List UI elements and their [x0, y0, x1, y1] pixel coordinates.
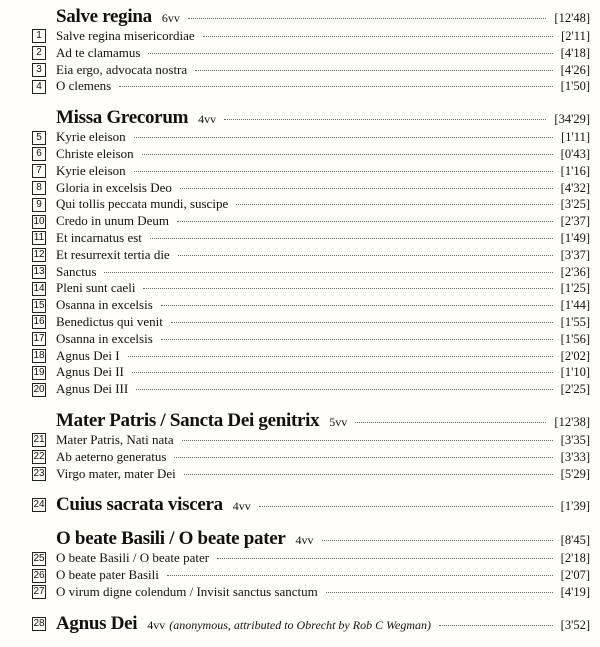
track-duration: [1'10] [560, 365, 590, 380]
track-row [32, 78, 590, 95]
track-title: Sanctus [56, 263, 97, 279]
dot-leader [136, 389, 552, 390]
track-number-box: 15 [33, 299, 45, 311]
track-title: Ab aeterno generatus [56, 448, 167, 464]
track-duration: [1'16] [560, 163, 590, 178]
dot-leader [161, 339, 553, 340]
dot-leader [167, 575, 553, 576]
work-duration: [34'29] [554, 112, 590, 127]
track-number-box: 26 [33, 569, 45, 581]
track-duration: [2'37] [560, 214, 590, 229]
track-title: Christe eleison [56, 145, 134, 161]
track-title: O virum digne colendum / Invisit sanctus sanctum [56, 583, 318, 599]
track-duration: [3'35] [560, 432, 590, 447]
track-title: Mater Patris, Nati nata [56, 431, 174, 447]
dot-leader [180, 188, 553, 189]
dot-leader [143, 288, 552, 289]
dot-leader [134, 171, 553, 172]
track-row [32, 280, 590, 297]
dot-leader [203, 36, 554, 37]
track-title: Benedictus qui venit [56, 313, 163, 329]
dot-leader [132, 372, 553, 373]
track-row [32, 45, 590, 62]
track-duration: [4'18] [560, 45, 590, 60]
track-row [32, 264, 590, 281]
work-section [32, 613, 590, 635]
track-row [32, 129, 590, 146]
track-title: Et resurrexit tertia die [56, 246, 170, 262]
track-number-box: 16 [33, 316, 45, 328]
work-heading [32, 494, 590, 516]
track-duration: [1'11] [561, 130, 590, 145]
track-number-box: 24 [33, 499, 45, 511]
track-row [32, 146, 590, 163]
track-row [32, 584, 590, 601]
track-title: Qui tollis peccata mundi, suscipe [56, 196, 229, 212]
track-number-box: 28 [33, 617, 45, 629]
track-title: Osanna in excelsis [56, 297, 153, 313]
work-title: Mater Patris / Sancta Dei genitrix [56, 409, 320, 431]
work-title: Missa Grecorum [56, 107, 189, 129]
dot-leader [104, 272, 552, 273]
track-row [32, 230, 590, 247]
voices-label: 4vv [232, 499, 251, 514]
track-title: Eia ergo, advocata nostra [56, 61, 188, 77]
track-title: Credo in unum Deum [56, 213, 170, 229]
work-section [32, 410, 590, 482]
dot-leader [217, 558, 553, 559]
work-section [32, 6, 590, 95]
dot-leader [355, 422, 546, 423]
track-title: Agnus Dei II [56, 364, 124, 380]
dot-leader [188, 18, 547, 19]
track-row [32, 297, 590, 314]
track-duration: [4'19] [560, 584, 590, 599]
voices-label: 4vv [295, 533, 314, 548]
dot-leader [178, 255, 553, 256]
track-title: O beate pater Basili [56, 567, 159, 583]
dot-leader [184, 474, 553, 475]
track-duration: [2'36] [560, 264, 590, 279]
track-row [32, 432, 590, 449]
track-duration: [4'32] [560, 180, 590, 195]
track-row [32, 331, 590, 348]
track-row [32, 449, 590, 466]
work-heading [32, 107, 590, 129]
track-row [32, 466, 590, 483]
dot-leader [236, 204, 552, 205]
track-row [32, 314, 590, 331]
track-title: Virgo mater, mater Dei [56, 465, 176, 481]
track-number-box: 27 [33, 586, 45, 598]
track-number-box: 11 [33, 232, 45, 244]
work-section [32, 528, 590, 600]
work-heading [32, 6, 590, 28]
track-row [32, 381, 590, 398]
track-duration: [2'11] [561, 29, 590, 43]
track-title: O clemens [56, 78, 112, 94]
track-row [32, 213, 590, 230]
work-title: O beate Basili / O beate pater [56, 528, 286, 550]
track-title: Pleni sunt caeli [56, 280, 136, 296]
track-title: Agnus Dei III [56, 381, 129, 397]
track-number-box: 23 [33, 467, 45, 479]
dot-leader [439, 625, 553, 626]
track-row [32, 196, 590, 213]
track-number-box: 12 [33, 249, 45, 261]
track-duration: [1'25] [560, 281, 590, 296]
track-duration: [1'56] [560, 331, 590, 346]
track-number-box: 8 [32, 181, 46, 195]
track-title: O beate Basili / O beate pater [56, 550, 210, 566]
dot-leader [224, 119, 546, 120]
track-number-box: 2 [32, 46, 46, 60]
track-title: Gloria in excelsis Deo [56, 179, 172, 195]
work-title: Cuius sacrata viscera [56, 494, 223, 516]
track-duration: [1'55] [560, 314, 590, 329]
track-duration: [2'07] [560, 568, 590, 583]
dot-leader [174, 457, 552, 458]
dot-leader [171, 322, 553, 323]
track-number-box: 17 [33, 333, 45, 345]
dot-leader [119, 86, 552, 87]
track-number-box: 18 [33, 349, 45, 361]
track-row [32, 550, 590, 567]
track-title: Ad te clamamus [56, 44, 141, 60]
track-duration: [4'26] [560, 62, 590, 77]
attribution-note: (anonymous, attributed to Obrecht by Rob C Wegman) [169, 617, 431, 632]
track-number-box: 19 [33, 366, 45, 378]
dot-leader [326, 592, 553, 593]
track-row [32, 28, 590, 45]
track-number-box: 1 [32, 29, 46, 43]
dot-leader [142, 154, 553, 155]
track-title: Osanna in excelsis [56, 330, 153, 346]
dot-leader [161, 305, 553, 306]
track-number-box: 3 [32, 63, 46, 77]
track-duration: [3'33] [560, 449, 590, 464]
dot-leader [259, 506, 553, 507]
work-title: Salve regina [56, 6, 152, 27]
track-title: Et incarnatus est [56, 229, 142, 245]
track-list [32, 6, 590, 647]
track-row [32, 247, 590, 264]
track-duration: [2'25] [560, 382, 590, 397]
dot-leader [182, 440, 553, 441]
dot-leader [128, 356, 553, 357]
track-row [32, 180, 590, 197]
work-heading [32, 410, 590, 432]
dot-leader [150, 238, 553, 239]
track-title: Agnus Dei I [56, 347, 120, 363]
track-number-box: 21 [33, 434, 45, 446]
track-duration: [1'44] [560, 298, 590, 313]
work-duration: [1'39] [560, 499, 590, 514]
work-heading [32, 613, 590, 635]
track-title: Salve regina misericordiae [56, 28, 195, 43]
work-heading [32, 528, 590, 550]
track-duration: [1'50] [560, 79, 590, 94]
work-title: Agnus Dei [56, 612, 138, 634]
track-number-box: 25 [33, 552, 45, 564]
track-duration: [5'29] [560, 466, 590, 481]
voices-label: 5vv [329, 414, 348, 429]
dot-leader [177, 221, 553, 222]
track-duration: [2'02] [560, 348, 590, 363]
work-duration: [8'45] [560, 533, 590, 548]
work-section [32, 494, 590, 516]
dot-leader [134, 137, 553, 138]
voices-label: 6vv [161, 11, 180, 25]
dot-leader [148, 53, 552, 54]
track-row [32, 62, 590, 79]
track-duration: [3'25] [560, 197, 590, 212]
track-row [32, 348, 590, 365]
work-duration: [12'38] [554, 414, 590, 429]
track-number-box: 4 [32, 80, 46, 94]
track-title: Kyrie eleison [56, 162, 126, 178]
voices-label: 4vv [147, 617, 166, 632]
track-duration: [0'43] [560, 146, 590, 161]
track-number-box: 14 [33, 282, 45, 294]
track-duration: [2'18] [560, 551, 590, 566]
track-number-box: 20 [33, 383, 45, 395]
work-duration: [12'48] [554, 11, 590, 25]
track-row [32, 163, 590, 180]
track-number-box: 5 [32, 131, 46, 145]
work-duration: [3'52] [560, 617, 590, 632]
track-number-box: 10 [33, 215, 45, 227]
track-number-box: 13 [33, 265, 45, 277]
track-number-box: 22 [33, 451, 45, 463]
track-number-box: 9 [32, 198, 46, 212]
track-number-box: 6 [32, 147, 46, 161]
dot-leader [195, 70, 553, 71]
work-section [32, 107, 590, 398]
track-duration: [3'37] [560, 247, 590, 262]
track-title: Kyrie eleison [56, 129, 126, 145]
track-row [32, 364, 590, 381]
track-duration: [1'49] [560, 230, 590, 245]
track-number-box: 7 [32, 164, 46, 178]
voices-label: 4vv [198, 112, 217, 127]
dot-leader [322, 540, 553, 541]
track-row [32, 567, 590, 584]
